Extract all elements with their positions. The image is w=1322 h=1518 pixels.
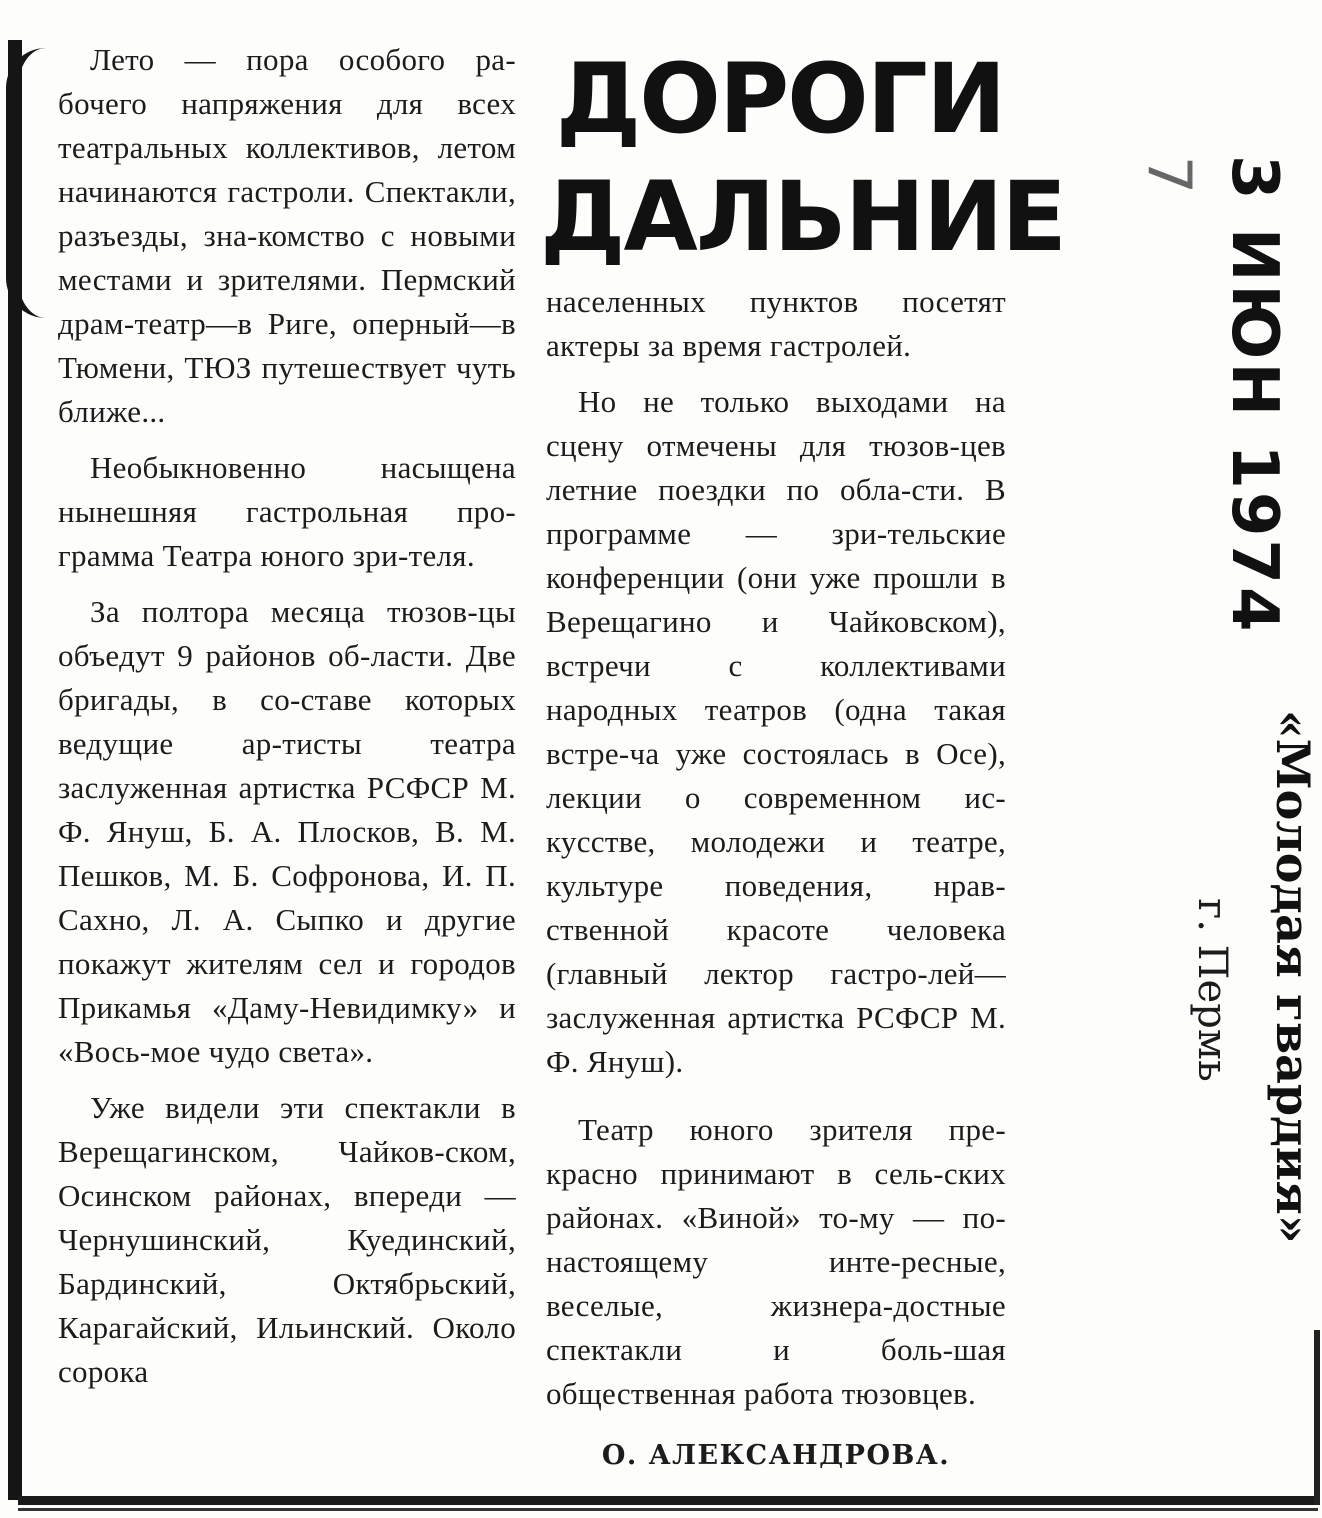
newspaper-source: «Молодая гвардия» <box>1266 710 1320 1244</box>
author-signature: О. АЛЕКСАНДРОВА. <box>601 1440 951 1471</box>
paragraph: За полтора месяца тюзов-цы объедут 9 районов об-ласти. Две бригады, в со-ставе которых ведущие ар-тисты театра заслуженная артистка РСФСР М. Ф. Януш, Б. А. Плосков, В. М. Пешков, М. Б. Софронова, И. П. Сахно, Л. А. Сыпко и другие покажут жителям сел и городов Прикамья «Даму-Невидимку» и «Вось-мое чудо света». <box>58 594 516 1069</box>
paragraph: населенных пунктов посетят актеры за время гастролей. <box>546 284 1006 363</box>
left-border-curve <box>6 48 46 318</box>
bottom-border-rule-thin <box>18 1508 1318 1511</box>
headline-line-1: ДОРОГИ <box>555 43 1005 155</box>
paragraph: Необыкновенно насыщена нынешняя гастрольная про-грамма Театра юного зри-теля. <box>58 450 516 573</box>
article-right-column <box>546 280 1006 1416</box>
paragraph: Но не только выходами на сцену отмечены для тюзов-цев летние поездки по обла-сти. В программе — зри-тельские конференции (они уже прошли в Верещагино и Чайковском), встречи с коллективами народных театров (одна такая встре-ча уже состоялась в Осе), лекции о современном ис-кусстве, молодежи и театре, культуре поведения, нрав-ственной красоте человека (главный лектор гастро-лей—заслуженная артистка РСФСР М. Ф. Януш). <box>546 384 1006 1079</box>
paragraph: Уже видели эти спектакли в Верещагинском, Чайков-ском, Осинском районах, впереди — Чернушинский, Куединский, Бардинский, Октябрьский, Карагайский, Ильинский. Около сорока <box>58 1090 516 1389</box>
article-headline <box>540 40 1065 276</box>
headline-line-2: ДАЛЬНИЕ <box>540 161 1065 273</box>
bottom-border-rule <box>18 1496 1318 1505</box>
paragraph: Лето — пора особого ра-бочего напряжения для всех театральных коллективов, летом начинаются гастроли. Спектакли, разъезды, зна-комство с новыми местами и зрителями. Пермский драм-театр—в Риге, оперный—в Тюмени, ТЮЗ путешествует чуть ближе... <box>58 42 516 429</box>
stamp-mark: 7 <box>1134 155 1205 195</box>
date-stamp: 3 ИЮН 1974 <box>1217 155 1291 635</box>
paragraph: Театр юного зрителя пре-красно принимают в сель-ских районах. «Виной» то-му — по-настоящему инте-ресные, веселые, жизнера-достные спектакли и боль-шая общественная работа тюзовцев. <box>546 1112 1006 1411</box>
article-left-column <box>58 38 516 1394</box>
source-city: г. Пермь <box>1189 898 1235 1082</box>
